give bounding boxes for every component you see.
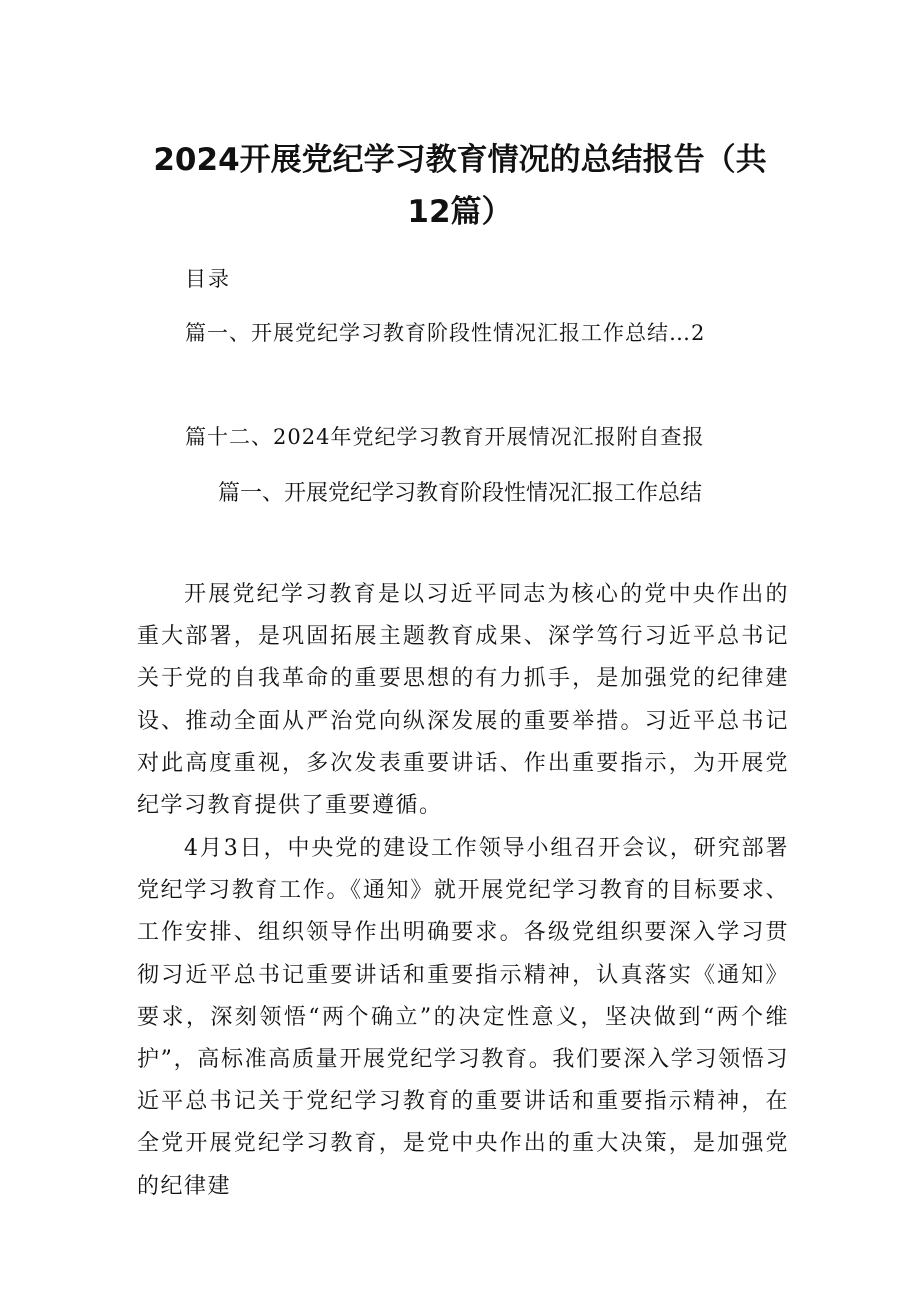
- body-paragraph: 开展党纪学习教育是以习近平同志为核心的党中央作出的重大部署，是巩固拓展主题教育成果、深学笃行习近平总书记关于党的自我革命的重要思想的有力抓手，是加强党的纪律建设、推动全面从严治党向纵深发展的重要举措。习近平总书记对此高度重视，多次发表重要讲话、作出重要指示，为开展党纪学习教育提供了重要遵循。: [137, 582, 789, 819]
- toc-heading: 目录: [185, 267, 231, 291]
- document-title: 2024开展党纪学习教育情况的总结报告（共12篇）: [153, 142, 767, 230]
- toc-item[interactable]: 篇十二、2024年党纪学习教育开展情况汇报附自查报: [185, 425, 705, 449]
- section-title: 篇一、开展党纪学习教育阶段性情况汇报工作总结: [217, 481, 702, 506]
- body-paragraph: 4月3日，中央党的建设工作领导小组召开会议，研究部署党纪学习教育工作。《通知》就开展党纪学习教育的目标要求、工作安排、组织领导作出明确要求。各级党组织要深入学习贯彻习近平总书记重要讲话和重要指示精神，认真落实《通知》要求，深刻领悟“两个确立”的决定性意义，坚决做到“两个维护”，高标准高质量开展党纪学习教育。我们要深入学习领悟习近平总书记关于党纪学习教育的重要讲话和重要指示精神，在全党开展党纪学习教育，是党中央作出的重大决策，是加强党的纪律建: [137, 836, 789, 1199]
- toc-item[interactable]: 篇一、开展党纪学习教育阶段性情况汇报工作总结…2: [185, 321, 706, 345]
